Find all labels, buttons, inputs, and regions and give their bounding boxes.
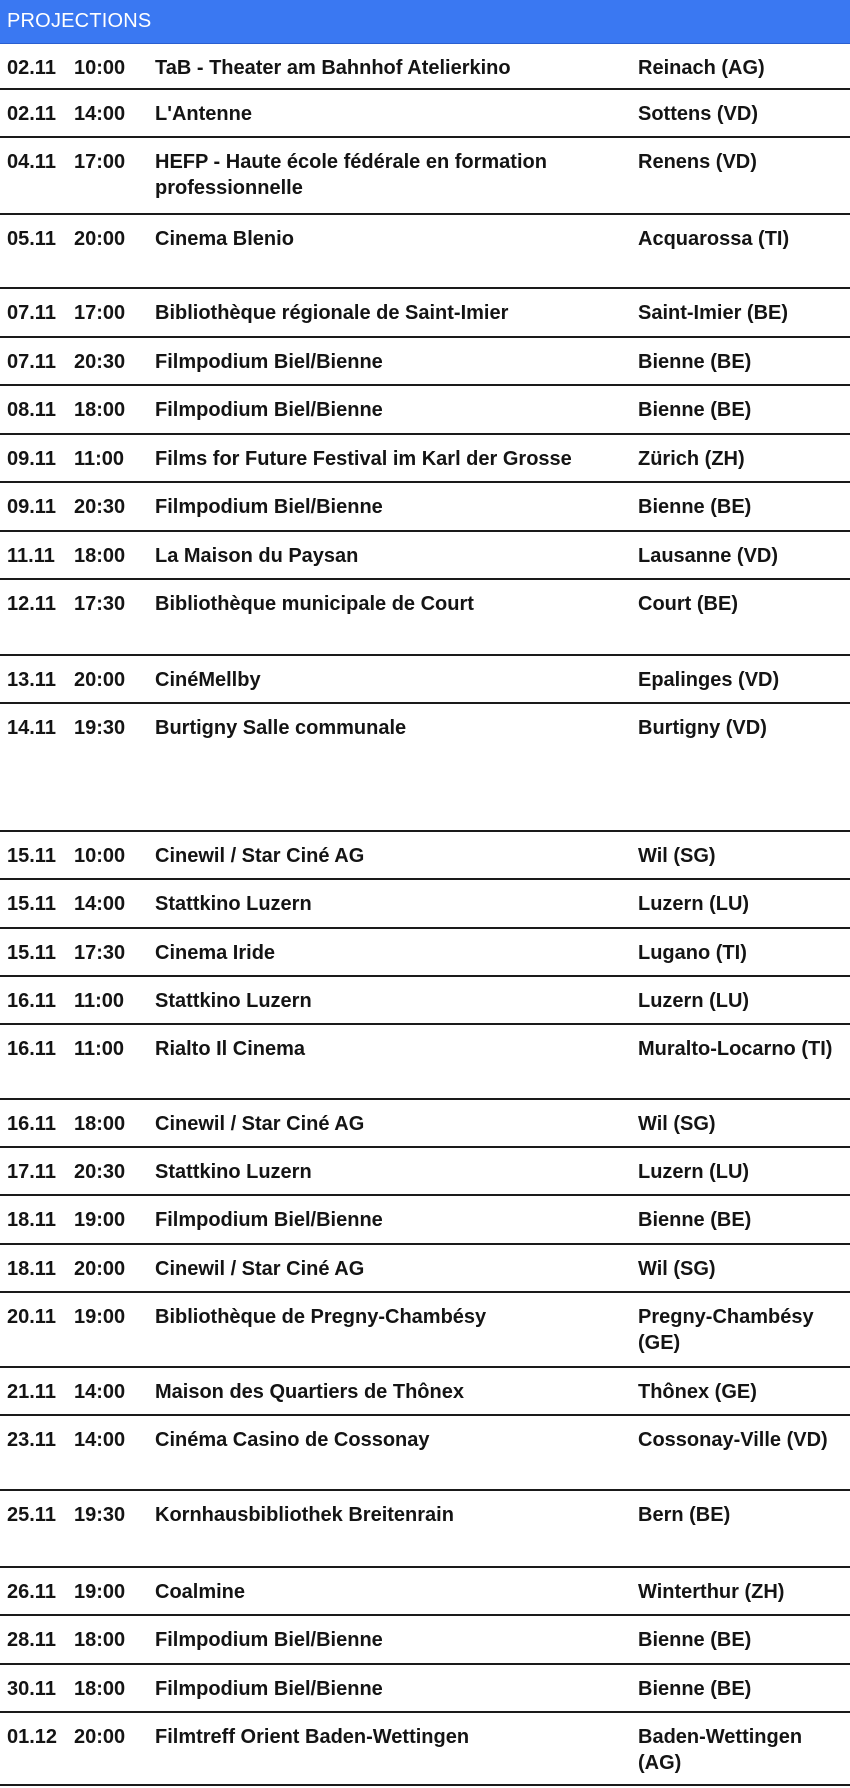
screening-city: Luzern (LU) bbox=[638, 1161, 750, 1183]
screening-city: Renens (VD) bbox=[638, 151, 757, 173]
screening-time: 14:00 bbox=[74, 103, 126, 125]
screening-time: 17:00 bbox=[74, 302, 126, 324]
screening-date: 04.11 bbox=[7, 151, 56, 173]
screening-venue: Cinéma Casino de Cossonay bbox=[155, 1429, 430, 1451]
screening-date: 02.11 bbox=[7, 57, 56, 79]
screening-date: 09.11 bbox=[7, 448, 56, 470]
screening-date: 23.11 bbox=[7, 1429, 56, 1451]
screening-venue: Bibliothèque régionale de Saint-Imier bbox=[155, 302, 509, 324]
screening-time: 19:30 bbox=[74, 1504, 126, 1526]
screening-venue: Coalmine bbox=[155, 1581, 246, 1603]
page-title: PROJECTIONS bbox=[7, 10, 152, 32]
screening-venue: Stattkino Luzern bbox=[155, 990, 312, 1012]
screening-date: 12.11 bbox=[7, 593, 56, 615]
screening-date: 18.11 bbox=[7, 1209, 56, 1231]
screening-venue: Filmtreff Orient Baden-Wettingen bbox=[155, 1726, 470, 1748]
screening-venue: Filmpodium Biel/Bienne bbox=[155, 399, 383, 421]
screening-time: 20:00 bbox=[74, 228, 126, 250]
screening-city: Bienne (BE) bbox=[638, 351, 752, 373]
table-row[interactable] bbox=[0, 656, 850, 704]
table-row[interactable] bbox=[0, 1100, 850, 1148]
screening-date: 16.11 bbox=[7, 990, 56, 1012]
screening-venue: HEFP - Haute école fédérale en formation professionnelle bbox=[155, 151, 547, 199]
screening-date: 17.11 bbox=[7, 1161, 56, 1183]
table-row[interactable] bbox=[0, 1368, 850, 1416]
screening-date: 18.11 bbox=[7, 1258, 56, 1280]
table-row[interactable] bbox=[0, 215, 850, 289]
screening-city: Bienne (BE) bbox=[638, 1678, 752, 1700]
table-row[interactable] bbox=[0, 832, 850, 880]
screening-time: 10:00 bbox=[74, 845, 126, 867]
screening-venue: TaB - Theater am Bahnhof Atelierkino bbox=[155, 57, 511, 79]
screening-venue: Bibliothèque de Pregny-Chambésy bbox=[155, 1306, 487, 1328]
screening-time: 14:00 bbox=[74, 1381, 126, 1403]
screening-date: 20.11 bbox=[7, 1306, 56, 1328]
table-row[interactable] bbox=[0, 1568, 850, 1616]
screening-time: 10:00 bbox=[74, 57, 126, 79]
screening-city: Pregny-Chambésy (GE) bbox=[638, 1306, 814, 1354]
screening-city: Lausanne (VD) bbox=[638, 545, 779, 567]
screening-time: 17:30 bbox=[74, 593, 126, 615]
screening-venue: Cinewil / Star Ciné AG bbox=[155, 1258, 365, 1280]
screening-city: Bern (BE) bbox=[638, 1504, 731, 1526]
screening-city: Court (BE) bbox=[638, 593, 738, 615]
screening-city: Wil (SG) bbox=[638, 845, 716, 867]
screening-date: 08.11 bbox=[7, 399, 56, 421]
screening-date: 25.11 bbox=[7, 1504, 56, 1526]
screening-city: Reinach (AG) bbox=[638, 57, 765, 79]
screening-time: 19:00 bbox=[74, 1209, 126, 1231]
screening-venue: Cinema Iride bbox=[155, 942, 276, 964]
screening-city: Thônex (GE) bbox=[638, 1381, 757, 1403]
screening-city: Burtigny (VD) bbox=[638, 717, 767, 739]
screening-date: 07.11 bbox=[7, 351, 56, 373]
screening-city: Epalinges (VD) bbox=[638, 669, 780, 691]
screening-date: 15.11 bbox=[7, 893, 56, 915]
screening-city: Wil (SG) bbox=[638, 1258, 716, 1280]
screening-time: 11:00 bbox=[74, 990, 125, 1012]
table-row[interactable] bbox=[0, 483, 850, 532]
screening-venue: Burtigny Salle communale bbox=[155, 717, 407, 739]
screening-city: Muralto-Locarno (TI) bbox=[638, 1038, 833, 1060]
screening-city: Bienne (BE) bbox=[638, 1209, 752, 1231]
screening-venue: Filmpodium Biel/Bienne bbox=[155, 1209, 383, 1231]
screening-date: 21.11 bbox=[7, 1381, 56, 1403]
screening-venue: Cinewil / Star Ciné AG bbox=[155, 845, 365, 867]
screening-date: 05.11 bbox=[7, 228, 56, 250]
screening-city: Bienne (BE) bbox=[638, 399, 752, 421]
table-row[interactable] bbox=[0, 1025, 850, 1100]
table-row[interactable] bbox=[0, 929, 850, 977]
screening-date: 14.11 bbox=[7, 717, 56, 739]
screening-date: 28.11 bbox=[7, 1629, 56, 1651]
table-row[interactable] bbox=[0, 977, 850, 1025]
table-row[interactable] bbox=[0, 532, 850, 580]
table-row[interactable] bbox=[0, 1665, 850, 1713]
screening-time: 20:00 bbox=[74, 1726, 126, 1748]
screening-venue: CinéMellby bbox=[155, 669, 261, 691]
screening-city: Zürich (ZH) bbox=[638, 448, 745, 470]
screening-city: Bienne (BE) bbox=[638, 1629, 752, 1651]
screening-city: Saint-Imier (BE) bbox=[638, 302, 789, 324]
screening-date: 26.11 bbox=[7, 1581, 56, 1603]
screening-date: 16.11 bbox=[7, 1113, 56, 1135]
table-row[interactable] bbox=[0, 1713, 850, 1786]
screening-date: 09.11 bbox=[7, 496, 56, 518]
table-row[interactable] bbox=[0, 1491, 850, 1568]
screening-city: Luzern (LU) bbox=[638, 990, 750, 1012]
screening-city: Acquarossa (TI) bbox=[638, 228, 790, 250]
table-row[interactable] bbox=[0, 90, 850, 138]
table-row[interactable] bbox=[0, 1416, 850, 1491]
table-row[interactable] bbox=[0, 1196, 850, 1245]
screening-city: Baden-Wettingen (AG) bbox=[638, 1726, 803, 1774]
screening-time: 20:30 bbox=[74, 1161, 126, 1183]
table-row[interactable] bbox=[0, 138, 850, 215]
screening-time: 20:30 bbox=[74, 351, 126, 373]
table-row[interactable] bbox=[0, 386, 850, 435]
screening-time: 18:00 bbox=[74, 399, 126, 421]
table-row[interactable] bbox=[0, 1293, 850, 1368]
screening-venue: Kornhausbibliothek Breitenrain bbox=[155, 1504, 454, 1526]
screening-city: Cossonay-Ville (VD) bbox=[638, 1429, 828, 1451]
projections-header bbox=[0, 0, 850, 44]
screening-time: 18:00 bbox=[74, 1113, 126, 1135]
screening-date: 15.11 bbox=[7, 942, 56, 964]
screening-time: 20:30 bbox=[74, 496, 126, 518]
screening-time: 19:00 bbox=[74, 1581, 126, 1603]
screening-venue: Cinema Blenio bbox=[155, 228, 294, 250]
screening-city: Sottens (VD) bbox=[638, 103, 758, 125]
screening-time: 14:00 bbox=[74, 1429, 126, 1451]
screening-time: 11:00 bbox=[74, 448, 125, 470]
screening-city: Luzern (LU) bbox=[638, 893, 750, 915]
screening-time: 18:00 bbox=[74, 1678, 126, 1700]
table-row[interactable] bbox=[0, 338, 850, 386]
screening-time: 11:00 bbox=[74, 1038, 125, 1060]
table-row[interactable] bbox=[0, 435, 850, 483]
screening-city: Lugano (TI) bbox=[638, 942, 747, 964]
screening-time: 19:30 bbox=[74, 717, 126, 739]
screening-city: Winterthur (ZH) bbox=[638, 1581, 785, 1603]
table-row[interactable] bbox=[0, 880, 850, 929]
screening-time: 17:00 bbox=[74, 151, 126, 173]
screening-venue: Filmpodium Biel/Bienne bbox=[155, 1678, 383, 1700]
screening-time: 19:00 bbox=[74, 1306, 126, 1328]
table-row[interactable] bbox=[0, 1148, 850, 1196]
screening-venue: Rialto Il Cinema bbox=[155, 1038, 306, 1060]
screening-date: 15.11 bbox=[7, 845, 56, 867]
screening-time: 18:00 bbox=[74, 545, 126, 567]
screening-venue: L'Antenne bbox=[155, 103, 252, 125]
screening-date: 01.12 bbox=[7, 1726, 58, 1748]
table-row[interactable] bbox=[0, 44, 850, 90]
screening-date: 16.11 bbox=[7, 1038, 56, 1060]
screening-date: 02.11 bbox=[7, 103, 56, 125]
table-row[interactable] bbox=[0, 1616, 850, 1665]
screening-time: 14:00 bbox=[74, 893, 126, 915]
screening-venue: Cinewil / Star Ciné AG bbox=[155, 1113, 365, 1135]
screening-venue: Filmpodium Biel/Bienne bbox=[155, 351, 383, 373]
screening-city: Bienne (BE) bbox=[638, 496, 752, 518]
screening-venue: Films for Future Festival im Karl der Grosse bbox=[155, 448, 572, 470]
screening-city: Wil (SG) bbox=[638, 1113, 716, 1135]
screening-date: 13.11 bbox=[7, 669, 56, 691]
screening-venue: Stattkino Luzern bbox=[155, 893, 312, 915]
screening-time: 17:30 bbox=[74, 942, 126, 964]
screening-venue: Stattkino Luzern bbox=[155, 1161, 312, 1183]
table-row[interactable] bbox=[0, 580, 850, 656]
screening-time: 20:00 bbox=[74, 669, 126, 691]
screening-venue: Bibliothèque municipale de Court bbox=[155, 593, 474, 615]
table-row[interactable] bbox=[0, 1245, 850, 1293]
table-row[interactable] bbox=[0, 289, 850, 338]
screening-date: 11.11 bbox=[7, 545, 55, 567]
screening-date: 07.11 bbox=[7, 302, 56, 324]
screening-date: 30.11 bbox=[7, 1678, 56, 1700]
screening-venue: Filmpodium Biel/Bienne bbox=[155, 496, 383, 518]
screening-venue: Maison des Quartiers de Thônex bbox=[155, 1381, 464, 1403]
screening-time: 18:00 bbox=[74, 1629, 126, 1651]
screening-venue: Filmpodium Biel/Bienne bbox=[155, 1629, 383, 1651]
screening-venue: La Maison du Paysan bbox=[155, 545, 359, 567]
table-row[interactable] bbox=[0, 704, 850, 832]
screening-time: 20:00 bbox=[74, 1258, 126, 1280]
